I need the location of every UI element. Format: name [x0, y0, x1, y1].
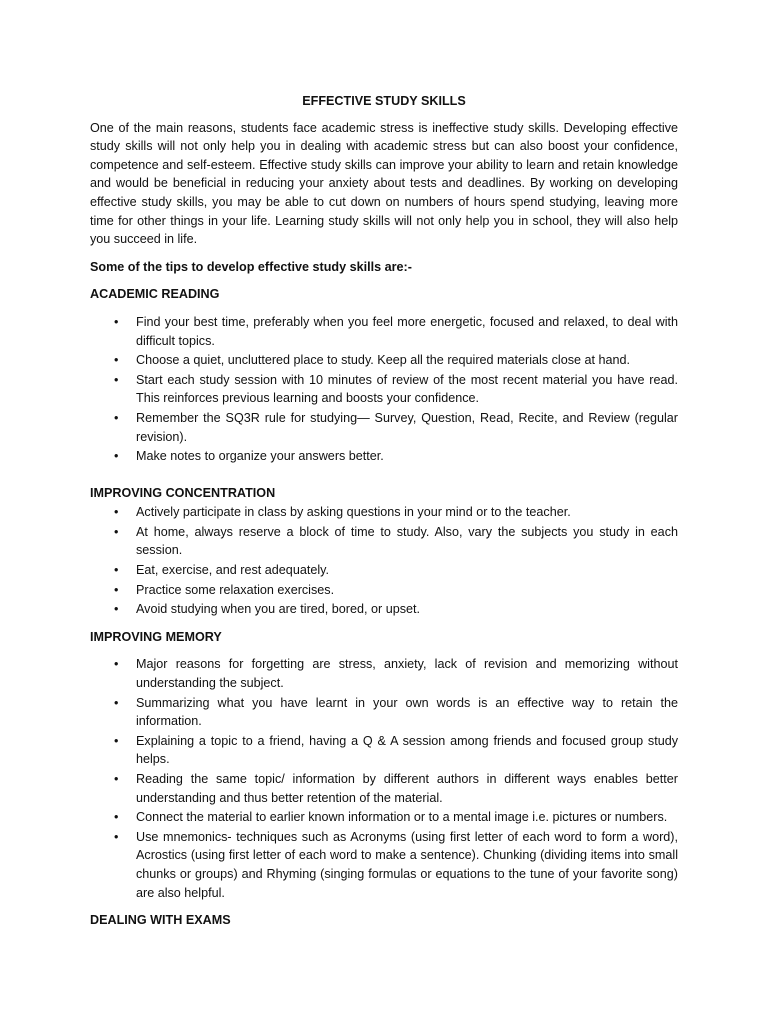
bullet-icon: •: [114, 314, 119, 329]
list-item-text: Actively participate in class by asking questions in your mind or to the teacher.: [136, 505, 571, 520]
list-item-text: Summarizing what you have learnt in your own words is an effective way to retain the information.: [136, 695, 678, 729]
list-item: [90, 409, 678, 446]
list-item-text: Eat, exercise, and rest adequately.: [136, 563, 329, 578]
list-item: [90, 808, 678, 827]
bullet-icon: •: [114, 602, 119, 617]
list-item-text: Practice some relaxation exercises.: [136, 582, 335, 597]
bullet-icon: •: [114, 733, 119, 748]
list-item-text: Remember the SQ3R rule for studying— Survey, Question, Read, Recite, and Review (regular revision).: [136, 410, 678, 444]
list-item-text: Explaining a topic to a friend, having a Q & A session among friends and focused group study helps.: [136, 733, 678, 767]
list-item-text: Start each study session with 10 minutes of review of the most recent material you have read. This reinforces previous learning and boosts your confidence.: [136, 372, 678, 406]
bullet-icon: •: [114, 563, 119, 578]
list-item: [90, 581, 678, 600]
list-item: [90, 561, 678, 580]
list-item: [90, 523, 678, 560]
bullet-icon: •: [114, 410, 119, 425]
bullet-icon: •: [114, 657, 119, 672]
bullet-icon: •: [114, 449, 119, 464]
section-heading-improving-memory: IMPROVING MEMORY: [90, 629, 222, 644]
bullet-icon: •: [114, 810, 119, 825]
list-item: [90, 732, 678, 769]
list-item-text: At home, always reserve a block of time to study. Also, vary the subjects you study in each session.: [136, 524, 678, 558]
document-title: EFFECTIVE STUDY SKILLS: [302, 94, 466, 108]
document-page: [90, 92, 678, 939]
bullet-icon: •: [114, 372, 119, 387]
list-item: [90, 371, 678, 408]
list-item: [90, 351, 678, 370]
bullet-icon: •: [114, 524, 119, 539]
section-heading-academic-reading: ACADEMIC READING: [90, 287, 220, 302]
list-item: [90, 503, 678, 522]
list-item-text: Make notes to organize your answers better.: [136, 449, 384, 464]
intro-paragraph: One of the main reasons, students face academic stress is ineffective study skills. Developing effective study skills will not only help you in dealing with academic stress but can also boost your confidence, competence and self-esteem. Effective study skills can improve your ability to learn and retain knowledge and would be beneficial in reducing your anxiety about tests and deadlines. By working on developing effective study skills, you may be able to cut down on numbers of hours spend studying, leaving more time for other things in your life. Learning study skills will not only help you in school, they will also help you succeed in life.: [90, 120, 678, 247]
list-item-text: Major reasons for forgetting are stress, anxiety, lack of revision and memorizing without understanding the subject.: [136, 657, 678, 691]
list-item-text: Connect the material to earlier known information or to a mental image i.e. pictures or numbers.: [136, 810, 668, 825]
list-item: [90, 694, 678, 731]
section-heading-improving-concentration: IMPROVING CONCENTRATION: [90, 485, 276, 500]
list-item: [90, 655, 678, 692]
list-item: [90, 828, 678, 902]
improving-concentration-list: [90, 503, 678, 619]
bullet-icon: •: [114, 505, 119, 520]
list-item-text: Find your best time, preferably when you feel more energetic, focused and relaxed, to deal with difficult topics.: [136, 314, 678, 348]
bullet-icon: •: [114, 353, 119, 368]
tips-lead-text: Some of the tips to develop effective study skills are:-: [90, 259, 412, 274]
list-item: [90, 600, 678, 619]
list-item-text: Avoid studying when you are tired, bored, or upset.: [136, 602, 420, 617]
list-item: [90, 770, 678, 807]
bullet-icon: •: [114, 582, 119, 597]
section-heading-dealing-with-exams: DEALING WITH EXAMS: [90, 913, 231, 928]
improving-memory-list: [90, 655, 678, 902]
list-item-text: Use mnemonics- techniques such as Acronyms (using first letter of each word to form a word), Acrostics (using first letter of each word to make a sentence). Chunking (dividing items into small chunks or groups) and Rhyming (singing formulas or equations to the tune of your favorite song) are also helpful.: [136, 829, 678, 900]
list-item-text: Reading the same topic/ information by different authors in different ways enables better understanding and thus better retention of the material.: [136, 772, 678, 805]
bullet-icon: •: [114, 829, 119, 844]
academic-reading-list: [90, 313, 678, 466]
list-item-text: Choose a quiet, uncluttered place to study. Keep all the required materials close at hand.: [136, 353, 631, 368]
list-item: [90, 447, 678, 466]
bullet-icon: •: [114, 695, 119, 710]
bullet-icon: •: [114, 772, 119, 786]
list-item: [90, 313, 678, 350]
